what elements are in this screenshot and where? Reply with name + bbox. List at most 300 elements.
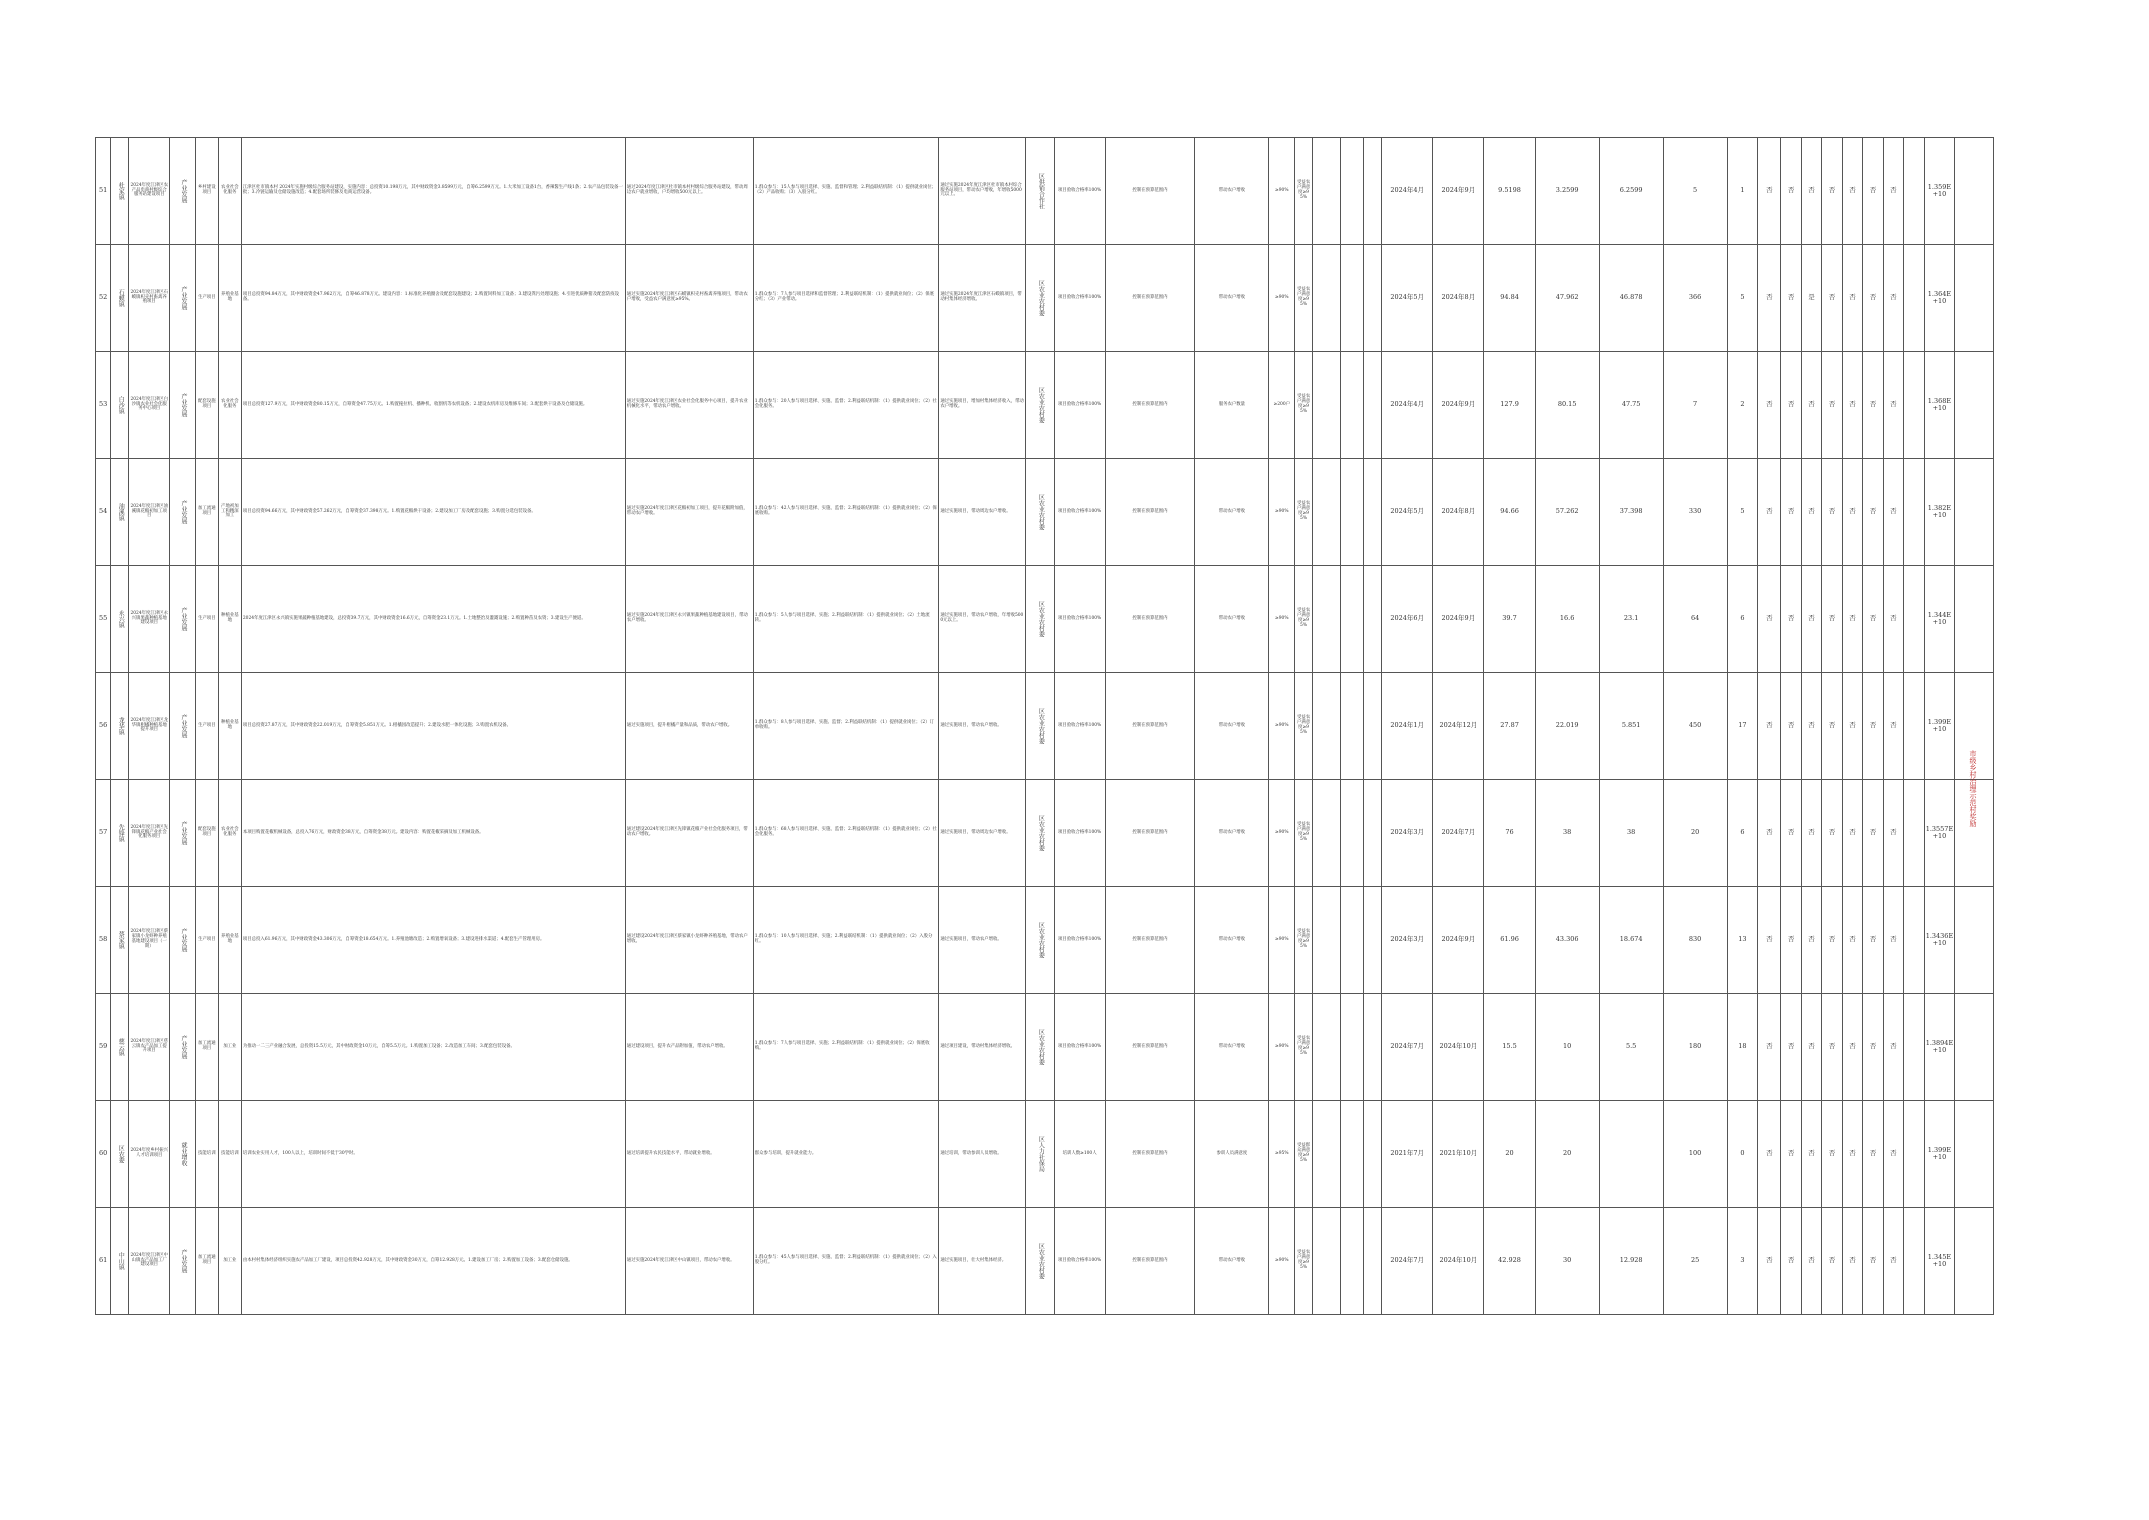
cell-type: 产业发展 — [170, 138, 196, 245]
cell-h: 否 — [1758, 1101, 1781, 1208]
cell-perf: 通过实施项目，壮大村集体经济。 — [939, 1208, 1026, 1315]
empty-cell — [1341, 780, 1364, 887]
empty-cell — [1364, 1208, 1382, 1315]
cell-unit: 区农业农村委 — [1026, 566, 1054, 673]
empty-cell — [1312, 887, 1340, 994]
cell-b: 控制在预算范围内 — [1105, 673, 1195, 780]
project-table — [95, 137, 1994, 1315]
cell-cat: 种植业基地 — [218, 566, 241, 673]
cell-self: 6.2599 — [1599, 138, 1663, 245]
cell-unit: 区农业农村委 — [1026, 459, 1054, 566]
table-row — [96, 887, 1994, 994]
cell-h: 否 — [1758, 673, 1781, 780]
cell-content: 2024年度江津区永兴镇实施果蔬种植基地建设，总投资39.7万元，其中财政资金16.6万元，自筹资金23.1万元。1.土地整治及灌溉设施；2.购置种苗及农资；3.建设生产便道。 — [241, 566, 625, 673]
cell-name: 2024年度江津区蔡家镇小龙虾种养殖基地建设项目（一期） — [129, 887, 170, 994]
cell-j: 否 — [1801, 994, 1821, 1101]
cell-name: 2024年度江津区先锋镇花椒产业社会化服务项目 — [129, 780, 170, 887]
cell-g: 6 — [1727, 780, 1758, 887]
cell-sub: 生产项目 — [195, 673, 218, 780]
cell-mech: 1.群众参与：45人参与项目选择、实施、监督；2.利益联结机制：（1）提供就业岗位；（2）入股分红。 — [753, 1208, 939, 1315]
cell-g: 17 — [1727, 673, 1758, 780]
cell-remark: 1.382E+10 — [1924, 459, 1955, 566]
cell-fin: 10 — [1535, 994, 1599, 1101]
cell-i: 否 — [1781, 566, 1801, 673]
cell-fin: 3.2599 — [1535, 138, 1599, 245]
cell-l: 否 — [1842, 1101, 1862, 1208]
cell-start: 2024年3月 — [1382, 887, 1433, 994]
cell-e: 受益农户满意度≥95% — [1295, 459, 1313, 566]
empty-cell — [1955, 459, 1994, 566]
cell-town: 先锋镇 — [111, 780, 129, 887]
cell-benefit: 通过实施2024年度江津区中山镇项目，带动农户增收。 — [625, 1208, 753, 1315]
cell-m: 否 — [1863, 566, 1883, 673]
cell-start: 2024年1月 — [1382, 673, 1433, 780]
cell-b: 控制在预算范围内 — [1105, 1101, 1195, 1208]
cell-k: 否 — [1822, 459, 1842, 566]
cell-fin: 80.15 — [1535, 352, 1599, 459]
empty-cell — [1955, 1208, 1994, 1315]
cell-c: 带动农户增收 — [1195, 780, 1269, 887]
cell-perf: 通过实施项目，带动农户增收。 — [939, 887, 1026, 994]
empty-cell — [1341, 566, 1364, 673]
cell-type: 产业发展 — [170, 352, 196, 459]
empty-cell — [1904, 459, 1924, 566]
cell-e: 受益农户满意度≥95% — [1295, 780, 1313, 887]
cell-start: 2024年3月 — [1382, 780, 1433, 887]
cell-a: 项目验收合格率100% — [1054, 352, 1105, 459]
empty-cell — [1904, 245, 1924, 352]
cell-remark: 1.3436E+10 — [1924, 887, 1955, 994]
empty-cell — [1341, 245, 1364, 352]
cell-total: 15.5 — [1484, 994, 1535, 1101]
cell-end: 2024年7月 — [1433, 780, 1484, 887]
cell-type: 产业发展 — [170, 887, 196, 994]
cell-total: 127.9 — [1484, 352, 1535, 459]
cell-type: 产业发展 — [170, 459, 196, 566]
cell-fin: 47.962 — [1535, 245, 1599, 352]
cell-i: 否 — [1781, 352, 1801, 459]
cell-d: ≥95% — [1269, 1101, 1295, 1208]
cell-total: 9.5198 — [1484, 138, 1535, 245]
cell-d: ≥90% — [1269, 566, 1295, 673]
cell-k: 否 — [1822, 1101, 1842, 1208]
cell-cat: 养殖业基地 — [218, 245, 241, 352]
cell-benefit: 通过建设2024年度江津区先锋镇花椒产业社会化服务项目，带动农户增收。 — [625, 780, 753, 887]
cell-total: 61.96 — [1484, 887, 1535, 994]
empty-cell — [1364, 1101, 1382, 1208]
cell-j: 否 — [1801, 459, 1821, 566]
cell-h: 否 — [1758, 138, 1781, 245]
cell-d: ≥90% — [1269, 459, 1295, 566]
cell-d: ≥90% — [1269, 780, 1295, 887]
empty-cell — [1364, 673, 1382, 780]
cell-l: 否 — [1842, 138, 1862, 245]
cell-end: 2024年9月 — [1433, 138, 1484, 245]
empty-cell — [1312, 245, 1340, 352]
cell-sub: 生产项目 — [195, 887, 218, 994]
cell-d: ≥200户 — [1269, 352, 1295, 459]
cell-start: 2021年7月 — [1382, 1101, 1433, 1208]
cell-a: 项目验收合格率100% — [1054, 138, 1105, 245]
cell-mech: 1.群众参与：8人参与项目选择、实施、监督；2.利益联结机制：（1）提供就业岗位；（2）订单收购。 — [753, 673, 939, 780]
cell-start: 2024年4月 — [1382, 138, 1433, 245]
cell-fin: 57.262 — [1535, 459, 1599, 566]
cell-j: 否 — [1801, 887, 1821, 994]
cell-sub: 加工流通项目 — [195, 459, 218, 566]
cell-e: 受益农户满意度≥95% — [1295, 566, 1313, 673]
cell-unit: 区农业农村委 — [1026, 352, 1054, 459]
cell-remark: 1.3557E+10 — [1924, 780, 1955, 887]
cell-content: 项目总投入61.96万元，其中财政资金43.306万元，自筹资金18.654万元。1.养殖池塘改造；2.购置增氧设备；3.建设进排水渠道；4.配套生产管理用房。 — [241, 887, 625, 994]
cell-cat: 种植业基地 — [218, 673, 241, 780]
cell-fin: 16.6 — [1535, 566, 1599, 673]
empty-cell — [1341, 138, 1364, 245]
cell-mech: 1.群众参与：10人参与项目选择、实施；2.利益联结机制：（1）提供就业岗位；（2）入股分红。 — [753, 887, 939, 994]
cell-n: 否 — [1883, 1208, 1903, 1315]
cell-cat: 养殖业基地 — [218, 887, 241, 994]
cell-c: 带动农户增收 — [1195, 1208, 1269, 1315]
cell-benefit: 通过2024年度江津区杜市镇本村村级综合服务站建设，带动周边农户就业增收，户均增收500元以上。 — [625, 138, 753, 245]
cell-mech: 群众参与培训，提升就业能力。 — [753, 1101, 939, 1208]
cell-sub: 技能培训 — [195, 1101, 218, 1208]
cell-h: 否 — [1758, 994, 1781, 1101]
cell-content: 江津区杜市镇本村 2024年实施村级综合服务站建设，实施内容：总投资10.198万元，其中财政资金3.8599万元，自筹6.2599万元。1.大米加工设备1台，香辣酱生产线1条；2.农产品包装设备一批；3.冷链运输及仓储设施改造；4.配套场所装修及电商运营设备。 — [241, 138, 625, 245]
cell-self: 5.5 — [1599, 994, 1663, 1101]
cell-l: 否 — [1842, 459, 1862, 566]
cell-unit: 区农业农村委 — [1026, 673, 1054, 780]
cell-benefit: 通过实施2024年度江津区花椒初加工项目，提升花椒附加值，带动农户增收。 — [625, 459, 753, 566]
cell-self: 47.75 — [1599, 352, 1663, 459]
cell-remark: 1.3894E+10 — [1924, 994, 1955, 1101]
cell-a: 项目验收合格率100% — [1054, 566, 1105, 673]
cell-total: 76 — [1484, 780, 1535, 887]
table-row — [96, 673, 1994, 780]
cell-benefit: 通过建设项目，提升农产品附加值，带动农户增收。 — [625, 994, 753, 1101]
cell-h: 否 — [1758, 566, 1781, 673]
empty-cell — [1341, 459, 1364, 566]
empty-cell — [1955, 994, 1994, 1101]
cell-cat: 农业社会化服务 — [218, 352, 241, 459]
cell-benefit: 通过实施2024年度江津区农业社会化服务中心项目，提升农业机械化水平，带动农户增收。 — [625, 352, 753, 459]
cell-e: 受益农户满意度≥95% — [1295, 887, 1313, 994]
cell-no: 61 — [96, 1208, 111, 1315]
cell-town: 永兴镇 — [111, 566, 129, 673]
cell-perf: 通过实施项目，带动农户增收，年增收5000元以上。 — [939, 566, 1026, 673]
cell-f: 7 — [1663, 352, 1727, 459]
cell-k: 否 — [1822, 673, 1842, 780]
cell-m: 否 — [1863, 780, 1883, 887]
empty-cell — [1312, 566, 1340, 673]
cell-perf: 通过实施项目，带动农户增收。 — [939, 673, 1026, 780]
cell-fin: 30 — [1535, 1208, 1599, 1315]
cell-sub: 配套设施项目 — [195, 352, 218, 459]
cell-total: 27.87 — [1484, 673, 1535, 780]
cell-name: 2024年度江津区白沙镇农业社会化服务中心项目 — [129, 352, 170, 459]
cell-e: 受益农户满意度≥95% — [1295, 1208, 1313, 1315]
cell-n: 否 — [1883, 780, 1903, 887]
cell-h: 否 — [1758, 780, 1781, 887]
cell-c: 带动农户增收 — [1195, 673, 1269, 780]
cell-benefit: 通过实施2024年度江津区永兴镇果蔬种植基地建设项目，带动农户增收。 — [625, 566, 753, 673]
empty-cell — [1955, 352, 1994, 459]
cell-content: 本项目购置花椒机械设备，总投入76万元，财政资金38万元，自筹资金38万元。建设内容：购置花椒采摘及加工机械设备。 — [241, 780, 625, 887]
cell-cat: 产地初加工和精深加工 — [218, 459, 241, 566]
cell-name: 2024年度江津区慈云镇农产品加工提升项目 — [129, 994, 170, 1101]
cell-d: ≥90% — [1269, 887, 1295, 994]
cell-start: 2024年7月 — [1382, 994, 1433, 1101]
cell-total: 20 — [1484, 1101, 1535, 1208]
cell-benefit: 通过实施项目，提升柑橘产量和品质，带动农户增收。 — [625, 673, 753, 780]
cell-a: 项目验收合格率100% — [1054, 245, 1105, 352]
cell-i: 否 — [1781, 1101, 1801, 1208]
cell-town: 石蟆镇 — [111, 245, 129, 352]
cell-perf: 通过项目建设，带动村集体经济增收。 — [939, 994, 1026, 1101]
empty-cell — [1312, 1101, 1340, 1208]
cell-name: 2024年度江津区农产品电商村级综合服务站建设项目 — [129, 138, 170, 245]
cell-i: 否 — [1781, 673, 1801, 780]
cell-type: 产业发展 — [170, 245, 196, 352]
cell-h: 否 — [1758, 245, 1781, 352]
cell-end: 2024年12月 — [1433, 673, 1484, 780]
cell-g: 5 — [1727, 245, 1758, 352]
cell-unit: 区农业农村委 — [1026, 780, 1054, 887]
table-row — [96, 1101, 1994, 1208]
cell-cat: 农业社会化服务 — [218, 780, 241, 887]
cell-total: 42.928 — [1484, 1208, 1535, 1315]
cell-e: 受益农户满意度≥95% — [1295, 138, 1313, 245]
cell-e: 受益农户满意度≥95% — [1295, 352, 1313, 459]
cell-start: 2024年4月 — [1382, 352, 1433, 459]
cell-name: 2024年度江津区石蟆镇枳壳村畜禽养殖项目 — [129, 245, 170, 352]
empty-cell — [1312, 1208, 1340, 1315]
empty-cell — [1364, 566, 1382, 673]
empty-cell — [1364, 887, 1382, 994]
cell-n: 否 — [1883, 352, 1903, 459]
cell-m: 否 — [1863, 994, 1883, 1101]
cell-j: 否 — [1801, 1101, 1821, 1208]
cell-d: ≥90% — [1269, 138, 1295, 245]
cell-cat: 加工业 — [218, 994, 241, 1101]
cell-b: 控制在预算范围内 — [1105, 245, 1195, 352]
empty-cell — [1341, 887, 1364, 994]
cell-e: 受益农户满意度≥95% — [1295, 673, 1313, 780]
cell-a: 项目验收合格率100% — [1054, 1208, 1105, 1315]
cell-remark: 1.399E+10 — [1924, 673, 1955, 780]
cell-type: 产业发展 — [170, 1208, 196, 1315]
empty-cell — [1312, 994, 1340, 1101]
cell-type: 产业发展 — [170, 566, 196, 673]
cell-j: 否 — [1801, 1208, 1821, 1315]
empty-cell — [1364, 994, 1382, 1101]
cell-g: 1 — [1727, 138, 1758, 245]
cell-m: 否 — [1863, 1208, 1883, 1315]
cell-start: 2024年6月 — [1382, 566, 1433, 673]
cell-no: 60 — [96, 1101, 111, 1208]
cell-end: 2024年10月 — [1433, 1208, 1484, 1315]
cell-sub: 乡村建设项目 — [195, 138, 218, 245]
cell-c: 带动农户增收 — [1195, 887, 1269, 994]
cell-n: 否 — [1883, 245, 1903, 352]
cell-c: 服务农户数量 — [1195, 352, 1269, 459]
cell-b: 控制在预算范围内 — [1105, 459, 1195, 566]
cell-perf: 通过实施项目，带动周边农户增收。 — [939, 780, 1026, 887]
cell-l: 否 — [1842, 673, 1862, 780]
empty-cell — [1364, 138, 1382, 245]
cell-end: 2021年10月 — [1433, 1101, 1484, 1208]
empty-cell — [1341, 1101, 1364, 1208]
cell-benefit: 通过实施2024年度江津区石蟆镇枳壳村畜禽养殖项目，带动农户增收，受益农户满意度≥95%。 — [625, 245, 753, 352]
cell-cat: 技能培训 — [218, 1101, 241, 1208]
cell-k: 否 — [1822, 566, 1842, 673]
cell-e: 受益农户满意度≥95% — [1295, 994, 1313, 1101]
cell-i: 否 — [1781, 459, 1801, 566]
cell-l: 否 — [1842, 245, 1862, 352]
cell-f: 180 — [1663, 994, 1727, 1101]
empty-cell — [1312, 459, 1340, 566]
cell-start: 2024年7月 — [1382, 1208, 1433, 1315]
cell-cat: 农业社会化服务 — [218, 138, 241, 245]
cell-l: 否 — [1842, 352, 1862, 459]
cell-remark: 1.344E+10 — [1924, 566, 1955, 673]
table-row — [96, 1208, 1994, 1315]
cell-f: 5 — [1663, 138, 1727, 245]
cell-j: 否 — [1801, 138, 1821, 245]
empty-cell — [1341, 994, 1364, 1101]
cell-m: 否 — [1863, 138, 1883, 245]
cell-j: 是 — [1801, 245, 1821, 352]
empty-cell — [1904, 1208, 1924, 1315]
empty-cell — [1341, 1208, 1364, 1315]
empty-cell — [1312, 352, 1340, 459]
cell-f: 366 — [1663, 245, 1727, 352]
cell-i: 否 — [1781, 245, 1801, 352]
cell-unit: 区农业农村委 — [1026, 994, 1054, 1101]
empty-cell — [1904, 780, 1924, 887]
cell-self: 46.878 — [1599, 245, 1663, 352]
cell-unit: 区供销合作社 — [1026, 138, 1054, 245]
cell-m: 否 — [1863, 245, 1883, 352]
cell-e: 受益群众满意度≥95% — [1295, 1101, 1313, 1208]
cell-end: 2024年8月 — [1433, 459, 1484, 566]
empty-cell — [1955, 566, 1994, 673]
cell-self: 12.928 — [1599, 1208, 1663, 1315]
cell-a: 项目验收合格率100% — [1054, 673, 1105, 780]
cell-b: 控制在预算范围内 — [1105, 994, 1195, 1101]
cell-no: 56 — [96, 673, 111, 780]
empty-cell — [1364, 245, 1382, 352]
cell-name: 2024年度乡村振兴人才培训项目 — [129, 1101, 170, 1208]
cell-f: 64 — [1663, 566, 1727, 673]
cell-k: 否 — [1822, 994, 1842, 1101]
cell-remark: 1.359E+10 — [1924, 138, 1955, 245]
cell-fin: 43.306 — [1535, 887, 1599, 994]
cell-name: 2024年度江津区油溪镇花椒初加工项目 — [129, 459, 170, 566]
cell-k: 否 — [1822, 1208, 1842, 1315]
cell-remark: 1.364E+10 — [1924, 245, 1955, 352]
cell-i: 否 — [1781, 994, 1801, 1101]
cell-total: 39.7 — [1484, 566, 1535, 673]
cell-self — [1599, 1101, 1663, 1208]
cell-f: 450 — [1663, 673, 1727, 780]
empty-cell — [1312, 138, 1340, 245]
cell-no: 54 — [96, 459, 111, 566]
cell-i: 否 — [1781, 887, 1801, 994]
cell-l: 否 — [1842, 780, 1862, 887]
cell-k: 否 — [1822, 780, 1842, 887]
cell-f: 830 — [1663, 887, 1727, 994]
cell-no: 52 — [96, 245, 111, 352]
cell-g: 5 — [1727, 459, 1758, 566]
cell-f: 100 — [1663, 1101, 1727, 1208]
cell-no: 53 — [96, 352, 111, 459]
cell-h: 否 — [1758, 887, 1781, 994]
cell-f: 330 — [1663, 459, 1727, 566]
cell-c: 带动农户增收 — [1195, 994, 1269, 1101]
table-row — [96, 352, 1994, 459]
cell-fin: 22.019 — [1535, 673, 1599, 780]
cell-f: 25 — [1663, 1208, 1727, 1315]
cell-cat: 加工业 — [218, 1208, 241, 1315]
cell-j: 否 — [1801, 566, 1821, 673]
empty-cell — [1364, 459, 1382, 566]
empty-cell — [1904, 352, 1924, 459]
empty-cell — [1955, 887, 1994, 994]
cell-i: 否 — [1781, 780, 1801, 887]
empty-cell — [1341, 673, 1364, 780]
cell-sub: 生产项目 — [195, 245, 218, 352]
cell-self: 37.398 — [1599, 459, 1663, 566]
cell-name: 2024年度江津区龙华镇柑橘种植基地提升项目 — [129, 673, 170, 780]
cell-l: 否 — [1842, 887, 1862, 994]
cell-i: 否 — [1781, 1208, 1801, 1315]
cell-content: 项目总投资127.9万元，其中财政资金80.15万元，自筹资金47.75万元。1.购置拖拉机、播种机、收割机等农机设备；2.建设农机库房及维修车间；3.配套烘干设备及仓储设施。 — [241, 352, 625, 459]
cell-remark: 1.399E+10 — [1924, 1101, 1955, 1208]
cell-a: 项目验收合格率100% — [1054, 780, 1105, 887]
cell-mech: 1.群众参与：15人参与项目选择、实施、监督和管理；2.利益联结机制：（1）提供就业岗位；（2）产品收购；（3）入股分红。 — [753, 138, 939, 245]
cell-f: 20 — [1663, 780, 1727, 887]
cell-perf: 通过实施项目，带动周边农户增收。 — [939, 459, 1026, 566]
cell-fin: 38 — [1535, 780, 1599, 887]
cell-n: 否 — [1883, 673, 1903, 780]
cell-name: 2024年度江津区永兴镇果蔬种植基地建设项目 — [129, 566, 170, 673]
cell-a: 项目验收合格率100% — [1054, 459, 1105, 566]
cell-l: 否 — [1842, 1208, 1862, 1315]
cell-no: 59 — [96, 994, 111, 1101]
cell-m: 否 — [1863, 352, 1883, 459]
side-note: 市级乡村治理示范村奖励 — [1969, 750, 1977, 827]
cell-g: 18 — [1727, 994, 1758, 1101]
cell-self: 18.674 — [1599, 887, 1663, 994]
cell-no: 55 — [96, 566, 111, 673]
cell-d: ≥90% — [1269, 1208, 1295, 1315]
cell-perf: 通过培训，带动参训人员增收。 — [939, 1101, 1026, 1208]
cell-b: 控制在预算范围内 — [1105, 1208, 1195, 1315]
cell-c: 带动农户增收 — [1195, 566, 1269, 673]
cell-g: 13 — [1727, 887, 1758, 994]
cell-end: 2024年9月 — [1433, 352, 1484, 459]
cell-n: 否 — [1883, 566, 1903, 673]
cell-k: 否 — [1822, 887, 1842, 994]
cell-b: 控制在预算范围内 — [1105, 887, 1195, 994]
cell-town: 蔡家镇 — [111, 887, 129, 994]
cell-c: 带动农户增收 — [1195, 138, 1269, 245]
cell-l: 否 — [1842, 566, 1862, 673]
cell-self: 23.1 — [1599, 566, 1663, 673]
empty-cell — [1312, 673, 1340, 780]
cell-b: 控制在预算范围内 — [1105, 780, 1195, 887]
cell-perf: 通过实施项目，增加村集体经济收入，带动农户增收。 — [939, 352, 1026, 459]
cell-d: ≥90% — [1269, 673, 1295, 780]
